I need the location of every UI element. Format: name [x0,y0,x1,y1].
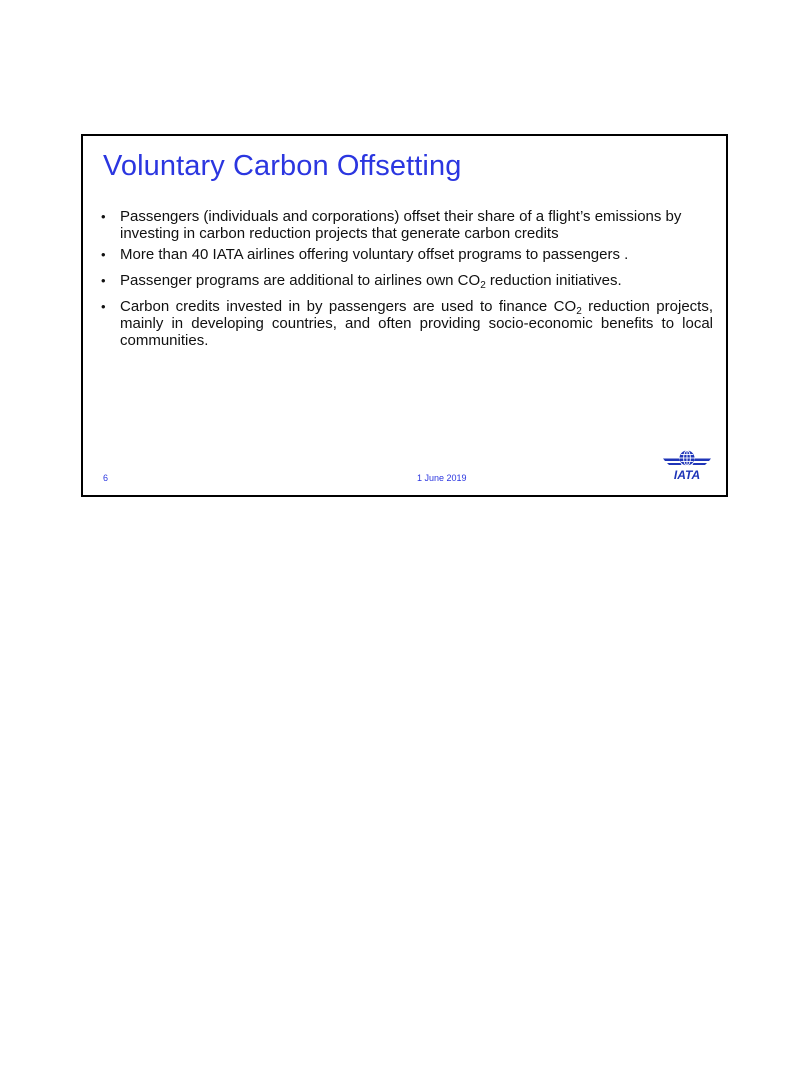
footer-date: 1 June 2019 [417,473,467,483]
bullet-text-pre: Carbon credits invested in by passengers are used to finance CO [120,298,577,315]
page-number: 6 [103,473,109,483]
subscript: 2 [576,306,582,317]
bullet-item [101,208,713,242]
bullet-marker: • [101,299,106,314]
bullet-marker: • [101,247,106,262]
bullet-item [101,298,713,349]
bullet-list [101,208,713,353]
bullet-marker: • [101,209,106,224]
slide [81,134,728,497]
subscript: 2 [480,280,486,291]
bullet-item [101,246,713,263]
bullet-text: More than 40 IATA airlines offering voluntary offset programs to passengers . [120,246,629,263]
bullet-text-post: reduction initiatives. [485,272,622,289]
bullet-text-pre: Passenger programs are additional to airlines own CO [120,272,481,289]
bullet-text: Passengers (individuals and corporations) offset their share of a flight’s emissions by investing in carbon reduction projects that generate carbon credits [120,208,682,242]
bullet-item [101,272,713,289]
bullet-marker: • [101,273,106,288]
iata-logo-icon [662,449,712,483]
logo-text: IATA [673,468,701,482]
slide-title: Voluntary Carbon Offsetting [103,150,462,182]
bullet-text-post: reduction projects, mainly in developing countries, and often providing socio-economic benefits to local communities. [120,298,714,349]
